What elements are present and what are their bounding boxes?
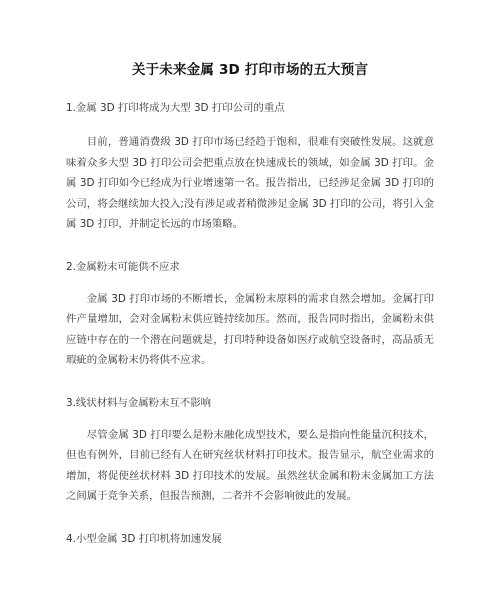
section-heading-4: 4.小型金属 3D 打印机将加速发展: [66, 532, 222, 545]
document-title: 关于未来金属 3D 打印市场的五大预言: [131, 62, 369, 78]
section-paragraph-3: 尽管金属 3D 打印要么是粉末融化成型技术，要么是指向性能量沉积技术，但也有例外，目前已经有人在研究丝状材料打印技术。报告显示，航空业需求的增加，将促使丝状材料 3D 打印技术的发展。虽然丝状金属和粉末金属加工方法之间属于竞争关系，但报告预测，二者并不会影响彼此的发展。: [66, 428, 434, 502]
section-heading-2: 2.金属粉末可能供不应求: [66, 260, 180, 273]
section-heading-1: 1.金属 3D 打印将成为大型 3D 打印公司的重点: [66, 102, 285, 114]
section-paragraph-2: 金属 3D 打印市场的不断增长，金属粉末原料的需求自然会增加。金属打印件产量增加，会对金属粉末供应链持续加压。然而，报告同时指出，金属粉末供应链中存在的一个潜在问题就是，打印特种设备如医疗或航空设备时，高品质无瑕疵的金属粉末仍将供不应求。: [66, 292, 434, 366]
section-heading-3: 3.线状材料与金属粉末互不影响: [66, 396, 211, 409]
section-paragraph-1: 目前，普通消费级 3D 打印市场已经趋于饱和，很难有突破性发展。这就意味着众多大型 3D 打印公司会把重点放在快速成长的领域，如金属 3D 打印。金属 3D 打印如今已经成为行业增速第一名。报告指出，已经涉足金属 3D 打印的公司，将会继续加大投入;没有涉足或者稍微涉足金属 3D 打印的公司，将引入金属 3D 打印，并制定长远的市场策略。: [66, 136, 434, 230]
